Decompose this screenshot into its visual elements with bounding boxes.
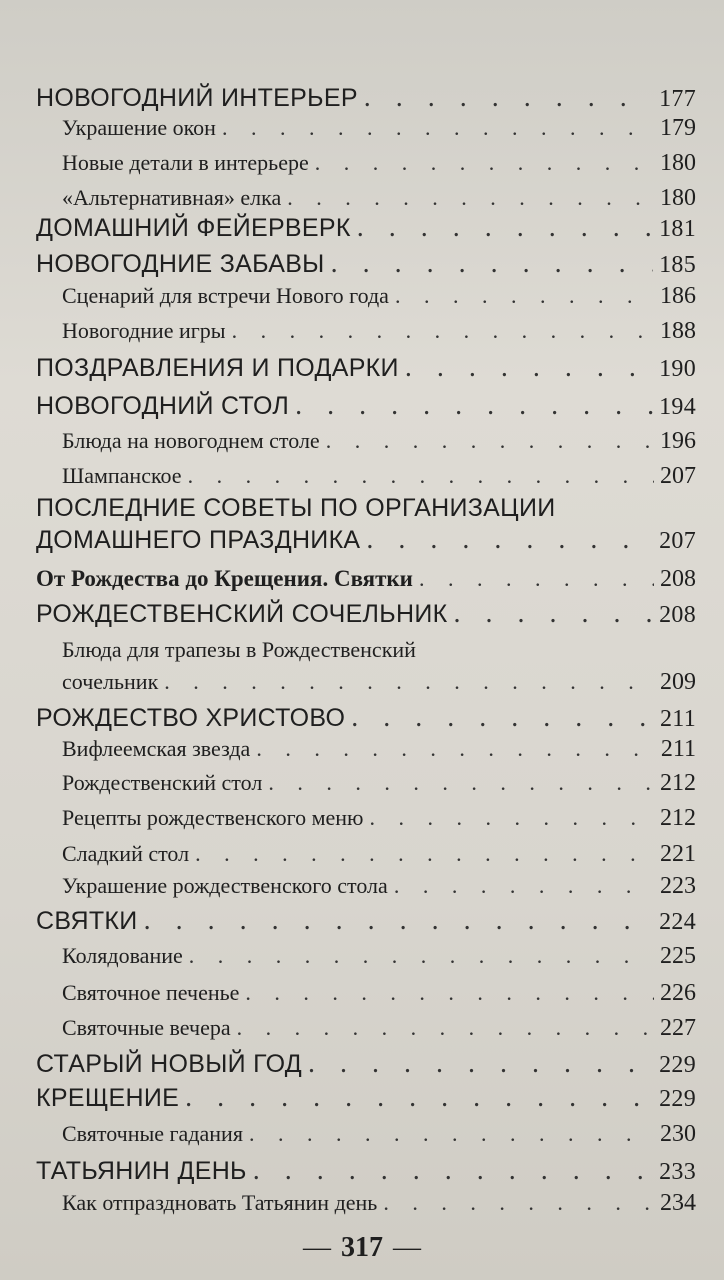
toc-entry-title: ТАТЬЯНИН ДЕНЬ [36, 1157, 247, 1185]
toc-entry-title: «Альтернативная» елка [62, 185, 282, 210]
footer-dash-left: — [303, 1232, 331, 1263]
toc-entry-title: ПОЗДРАВЛЕНИЯ И ПОДАРКИ [36, 354, 399, 382]
toc-page-number: 207 [659, 528, 696, 554]
toc-page-number: 233 [659, 1159, 696, 1185]
toc-page-number: 229 [659, 1086, 696, 1112]
toc-page-number: 223 [660, 873, 696, 899]
dot-leader [195, 841, 654, 867]
toc-entry-title: Украшение рождественского стола [62, 873, 388, 898]
dot-leader [405, 352, 653, 384]
toc-entry-title: Новогодние игры [62, 318, 226, 343]
toc-entry-title: НОВОГОДНИЙ СТОЛ [36, 392, 290, 420]
dot-leader [351, 702, 654, 734]
page-number: 317 [341, 1232, 383, 1263]
dot-leader [308, 1048, 653, 1080]
dot-leader [357, 212, 653, 244]
toc-page-number: 212 [660, 805, 696, 831]
dot-leader [369, 805, 654, 831]
dot-leader [237, 1015, 654, 1041]
dot-leader [419, 566, 654, 592]
toc-entry-title: Украшение окон [62, 115, 216, 140]
dot-leader [256, 736, 655, 762]
toc-page-number: 227 [660, 1015, 696, 1041]
dot-leader [295, 390, 653, 422]
toc-page-number: 190 [659, 356, 696, 382]
toc-page-number: 209 [660, 669, 696, 695]
toc-entry-title: КРЕЩЕНИЕ [36, 1084, 180, 1112]
toc-page-number: 234 [660, 1190, 696, 1216]
toc-entry-title: Сценарий для встречи Нового года [62, 283, 389, 308]
dot-leader [253, 1155, 653, 1187]
dot-leader [164, 669, 654, 695]
toc-entry-title: Рождественский стол [62, 770, 263, 795]
toc-page-number: 230 [660, 1121, 696, 1147]
dot-leader [331, 248, 653, 280]
toc-entry-title: Блюда для трапезы в Рождественский [62, 637, 416, 662]
toc-page-number: 221 [660, 841, 696, 867]
toc-page-number: 188 [660, 318, 696, 344]
dot-leader [232, 318, 654, 344]
toc-entry-title: Блюда на новогоднем столе [62, 428, 320, 453]
footer-dash-right: — [393, 1232, 421, 1263]
dot-leader [395, 283, 654, 309]
toc-entry-title: ДОМАШНИЙ ФЕЙЕРВЕРК [36, 214, 351, 242]
toc-page-number: 225 [660, 943, 696, 969]
toc-entry-title: СВЯТКИ [36, 907, 138, 935]
toc-page-number: 185 [659, 252, 696, 278]
dot-leader [144, 905, 654, 937]
toc-page-number: 211 [660, 736, 696, 762]
page-footer [0, 1232, 724, 1264]
toc-entry-title: Как отпраздновать Татьянин день [62, 1190, 378, 1215]
dot-leader [366, 524, 653, 556]
toc-page-number: 179 [660, 115, 696, 141]
toc-page-number: 212 [660, 770, 696, 796]
toc-entry-title: Сладкий стол [62, 841, 190, 866]
dot-leader [315, 150, 654, 176]
toc-entry-title: Святочные вечера [62, 1015, 231, 1040]
toc-page-number: 181 [659, 216, 696, 242]
toc-page-number: 180 [660, 185, 696, 211]
toc-entry-title: РОЖДЕСТВЕНСКИЙ СОЧЕЛЬНИК [36, 600, 448, 628]
toc-page-number: 211 [659, 706, 696, 732]
toc-page-number: 186 [660, 283, 696, 309]
dot-leader [287, 185, 654, 211]
toc-entry-title: Святочное печенье [62, 980, 240, 1005]
toc-entry-title: Шампанское [62, 463, 182, 488]
toc-entry-title: НОВОГОДНИЕ ЗАБАВЫ [36, 250, 325, 278]
dot-leader [383, 1190, 654, 1216]
toc-entry-title: Святочные гадания [62, 1121, 243, 1146]
toc-entry-title: ПОСЛЕДНИЕ СОВЕТЫ ПО ОРГАНИЗАЦИИ [36, 494, 556, 522]
toc-page-number: 226 [660, 980, 696, 1006]
toc-entry-title: Вифлеемская звезда [62, 736, 251, 761]
toc-entry-title: Новые детали в интерьере [62, 150, 309, 175]
dot-leader [268, 770, 654, 796]
dot-leader [453, 598, 653, 630]
dot-leader [185, 1082, 653, 1114]
dot-leader [364, 82, 653, 114]
dot-leader [189, 943, 654, 969]
toc-page-number: 180 [660, 150, 696, 176]
toc-entry-title-continued: сочельник [62, 669, 159, 694]
dot-leader [326, 428, 654, 454]
toc-page-number: 207 [660, 463, 696, 489]
toc-page-number: 194 [659, 394, 696, 420]
toc-page-number: 196 [660, 428, 696, 454]
dot-leader [222, 115, 654, 141]
dot-leader [245, 980, 654, 1006]
toc-page-number: 177 [659, 86, 696, 112]
toc-page-number: 208 [660, 566, 696, 592]
dot-leader [249, 1121, 654, 1147]
dot-leader [188, 463, 654, 489]
toc-entry-title: Колядование [62, 943, 183, 968]
toc-page-number: 229 [659, 1052, 696, 1078]
toc-page-number: 208 [659, 602, 696, 628]
toc-entry-title: РОЖДЕСТВО ХРИСТОВО [36, 704, 346, 732]
toc-page-number: 224 [659, 909, 696, 935]
dot-leader [394, 873, 654, 899]
toc-entry-title: От Рождества до Крещения. Святки [36, 566, 413, 591]
toc-entry-title: НОВОГОДНИЙ ИНТЕРЬЕР [36, 84, 358, 112]
toc-entry-title: Рецепты рождественского меню [62, 805, 364, 830]
toc-entry-title-continued: ДОМАШНЕГО ПРАЗДНИКА [36, 526, 361, 554]
toc-entry-title: СТАРЫЙ НОВЫЙ ГОД [36, 1050, 303, 1078]
